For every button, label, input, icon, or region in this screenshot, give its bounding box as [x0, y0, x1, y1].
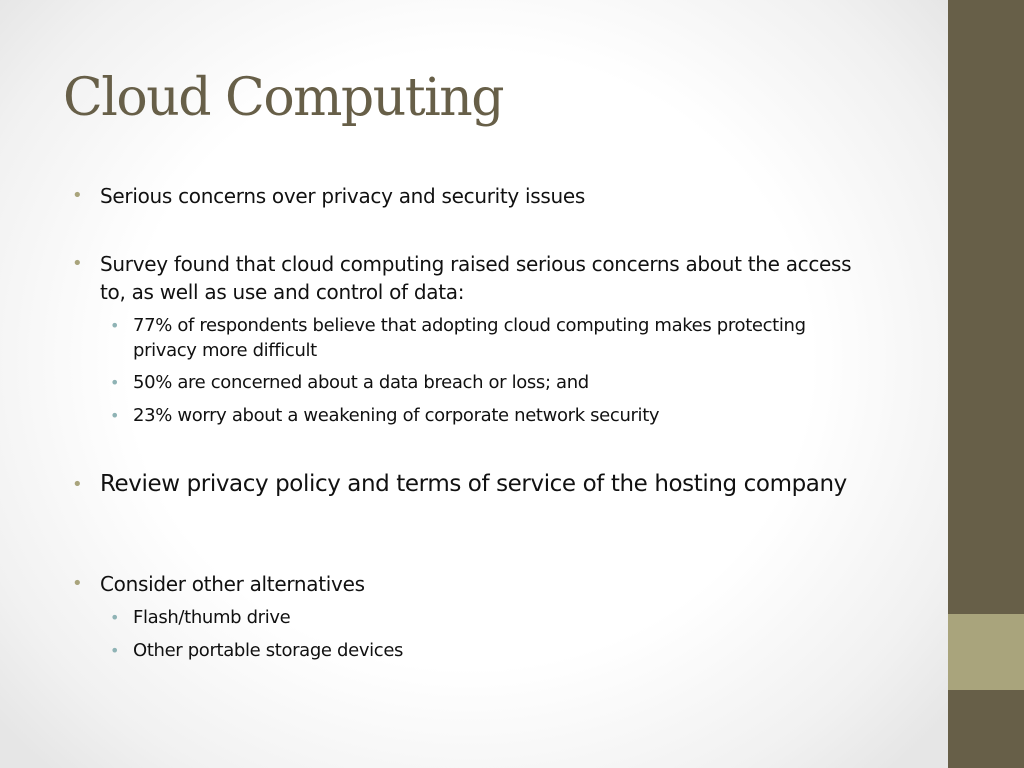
bullet-item: Consider other alternatives	[100, 572, 365, 596]
sub-bullet-item: 77% of respondents believe that adopting cloud computing makes protecting privacy more difficult	[133, 315, 806, 361]
sub-bullet-item: Other portable storage devices	[133, 640, 404, 661]
sub-bullet-marker: •	[110, 608, 120, 627]
bullet-marker: •	[72, 253, 83, 274]
sub-bullet-marker: •	[110, 641, 120, 660]
sub-bullet-marker: •	[110, 373, 120, 392]
sub-bullet-item: Flash/thumb drive	[133, 607, 291, 628]
sidebar-accent-block	[948, 614, 1024, 690]
sub-bullet-marker: •	[110, 316, 120, 335]
bullet-item: Serious concerns over privacy and security issues	[100, 184, 586, 208]
bullet-marker: •	[72, 474, 83, 495]
sub-bullet-item: 23% worry about a weakening of corporate network security	[133, 405, 660, 426]
slide-title: Cloud Computing	[63, 68, 504, 128]
bullet-item: Review privacy policy and terms of service of the hosting company	[100, 471, 847, 497]
sub-bullet-item: 50% are concerned about a data breach or loss; and	[133, 372, 589, 393]
bullet-marker: •	[72, 185, 83, 206]
bullet-item: Survey found that cloud computing raised serious concerns about the access to, as well as use and control of data:	[100, 252, 852, 304]
sub-bullet-marker: •	[110, 406, 120, 425]
bullet-marker: •	[72, 573, 83, 594]
